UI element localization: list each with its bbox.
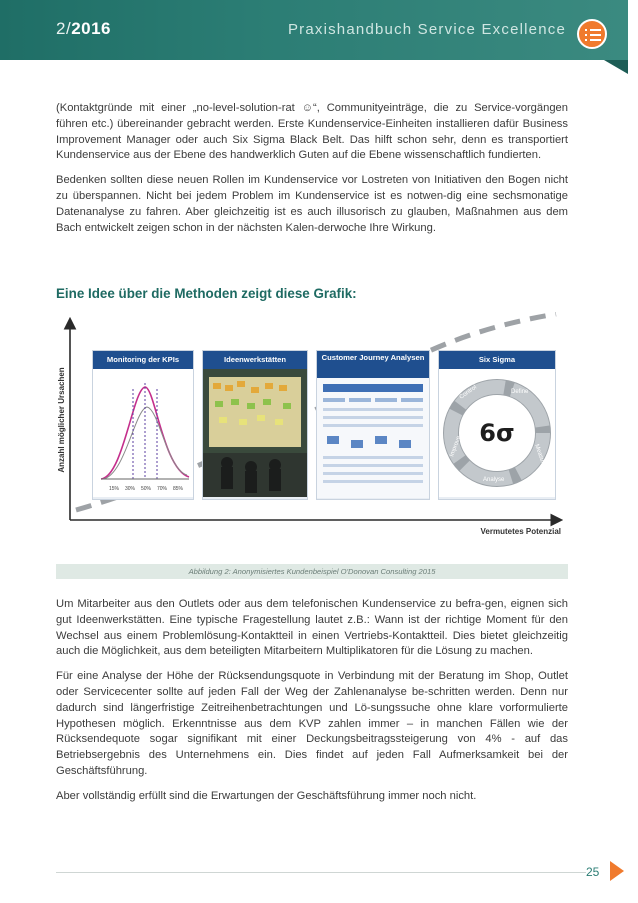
kpi-tick: 70% xyxy=(157,486,168,492)
kpi-tick: 85% xyxy=(173,486,184,492)
method-title: Monitoring der KPIs xyxy=(93,351,193,369)
kpi-tick: 50% xyxy=(141,486,152,492)
kpi-tick: 30% xyxy=(125,486,136,492)
paragraph: Aber vollständig erfüllt sind die Erwartungen der Geschäftsführung immer noch nicht. xyxy=(56,789,477,802)
method-title: Customer Journey Analysen xyxy=(317,351,429,378)
method-box-kpi xyxy=(92,350,194,500)
issue-label: 2/2016 xyxy=(56,19,112,38)
six-sigma-symbol: 6σ xyxy=(479,419,515,447)
methods-figure xyxy=(56,312,568,564)
kpi-distribution-chart xyxy=(93,369,193,497)
six-sigma-cycle xyxy=(439,369,555,497)
paragraph: (Kontaktgründe mit einer „no-level-solution-rat ☺“, Communityeinträge, die zu Service-vorgängen führen etc.) übereinander gebracht werden. Erste Kundenservice-Einheiten installieren dafür Business Improvement Manager oder auch Six Sigma Black Belt. Das hilft schon sehr, denn es transportiert Kundenservice aus der Ebene des handwerklich Guten auf die Ebene wissenschaftlich fundierten. xyxy=(56,102,568,162)
page-header xyxy=(0,0,628,60)
paragraph: Für eine Analyse der Höhe der Rücksendungsquote in Verbindung mit der Beratung im Shop, Outlet oder Servicecenter sollte auf jeden Fall der Weg der Zahlenanalyse be-schritten werden. Denn nur dadurch sind längerfristige Zeitreihenbetrachtungen und Lö-sungssuche ohne klare vorformulierte Hypothesen möglich. Erkenntnisse aus dem KVP zahlen immer – in manchen Fällen wie der Rücksendequote sogar signifikant mit einer Deckungsbeitragssteigerung von 4% - auf das Betriebsergebnis des Unternehmens ein. Dies findet auf jeden Fall Aufmerksamkeit bei der Geschäftsführung. xyxy=(56,670,568,777)
cycle-word: Improve xyxy=(449,435,463,458)
method-box-customer-journey xyxy=(316,350,430,500)
cycle-word: Define xyxy=(511,389,529,395)
section-heading: Eine Idee über die Methoden zeigt diese Grafik: xyxy=(56,286,357,301)
y-axis-label: Anzahl möglicher Ursachen xyxy=(57,367,66,473)
menu-list-icon[interactable] xyxy=(577,19,607,49)
method-box-ideenwerkstaetten xyxy=(202,350,308,500)
method-box-six-sigma xyxy=(438,350,556,500)
x-axis-label: Vermutetes Potenzial xyxy=(480,527,561,536)
publication-title: Praxishandbuch Service Excellence xyxy=(287,21,566,38)
paragraph: Bedenken sollten diese neuen Rollen im Kundenservice vor Lostreten von Initiativen den Bogen nicht zu überspannen. Nicht bei jedem Problem im Kundenservice ist es notwen-dig eine sechsmonatige Datenanalyse zu fahren. Aber gleichzeitig ist es auch illusorisch zu glauben, Maßnahmen aus dem Bach entwickelt zeigen schon in der nächsten Kalen-derwoche Ihre Wirkung. xyxy=(56,174,568,234)
method-title: Six Sigma xyxy=(439,351,555,369)
method-title: Ideenwerkstätten xyxy=(203,351,307,369)
figure-caption: Abbildung 2: Anonymisiertes Kundenbeispiel O'Donovan Consulting 2015 xyxy=(56,564,568,579)
page-number: 25 xyxy=(586,865,600,879)
body-text-bottom xyxy=(56,597,568,814)
workshop-photo xyxy=(203,369,307,497)
journey-map-thumbnail xyxy=(317,378,429,498)
paragraph: Um Mitarbeiter aus den Outlets oder aus dem telefonischen Kundenservice zu befra-gen, eignen sich gut Ideenwerkstätten. Eine typische Fragestellung lautet z.B.: Wann ist der richtige Moment für den Wechsel aus einem Problemlösung-Kontaktteil in einen Vertriebs-Kontaktteil. Dies bietet gleichzeitig auch die Möglichkeit, aus dem beteiligten Mitarbeitern Multiplikatoren für die Lösung zu machen. xyxy=(56,598,568,658)
header-fold-corner xyxy=(604,60,628,74)
body-text-top xyxy=(56,101,568,245)
cycle-word: Measure xyxy=(533,443,547,468)
kpi-tick: 15% xyxy=(109,486,120,492)
next-page-arrow-icon[interactable] xyxy=(610,861,624,881)
footer-divider xyxy=(56,872,586,873)
cycle-word: Analyse xyxy=(483,477,505,483)
issue-year: 2016 xyxy=(71,19,112,38)
cycle-word: Control xyxy=(458,384,478,401)
